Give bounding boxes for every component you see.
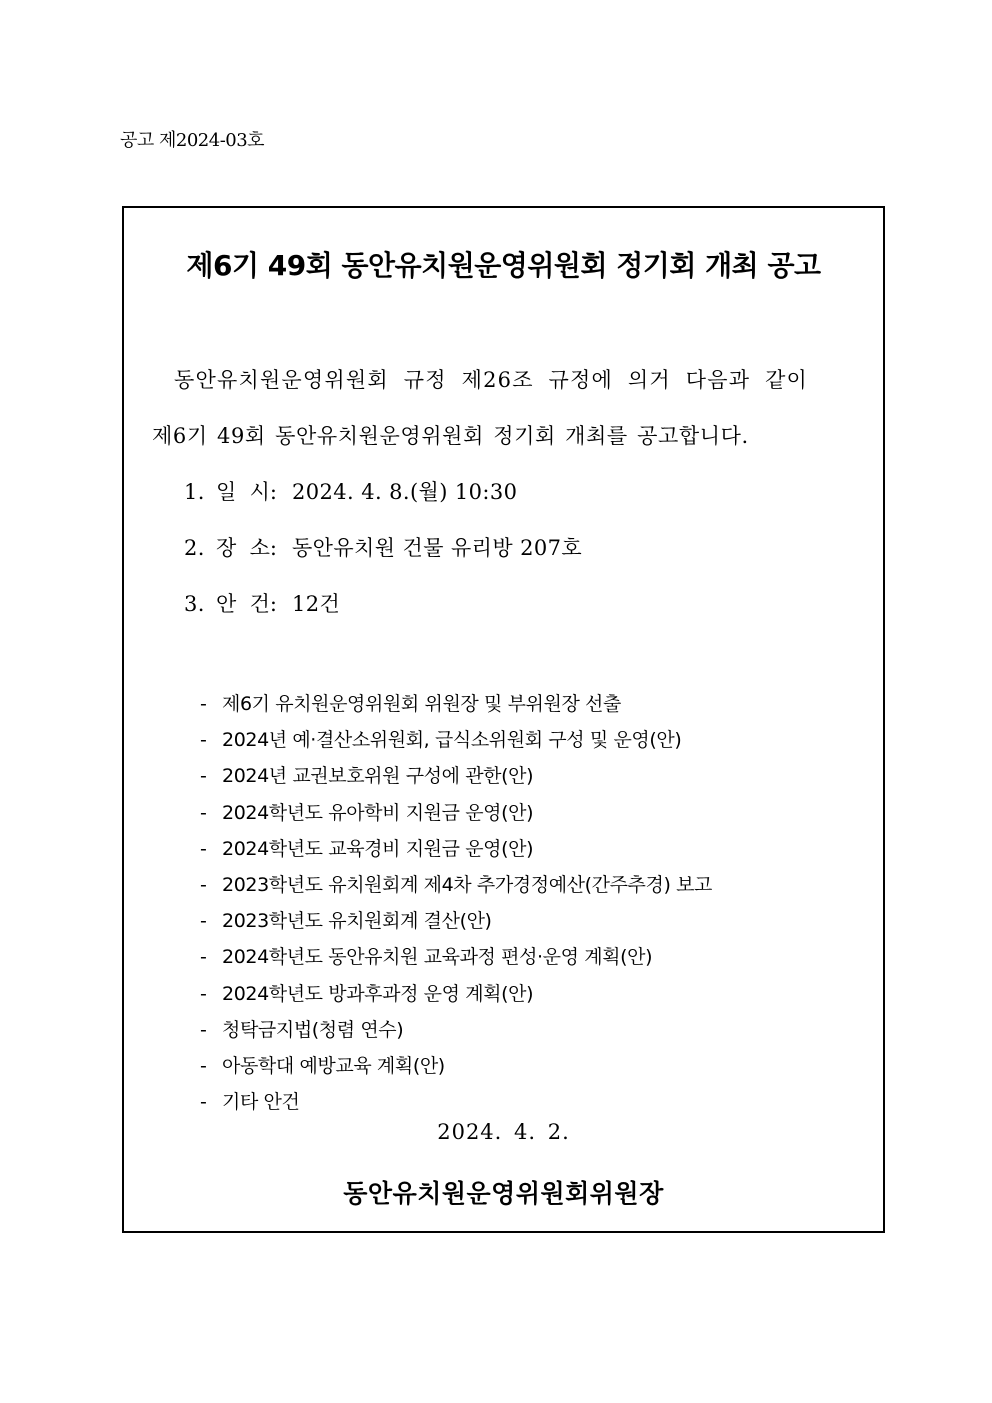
agenda-text: 2024학년도 동안유치원 교육과정 편성·운영 계획(안) <box>222 946 653 969</box>
agenda-item <box>200 1012 712 1048</box>
agenda-item <box>200 1084 712 1120</box>
info-label: 장 소: <box>216 536 277 560</box>
agenda-dash: - <box>200 801 207 824</box>
agenda-dash: - <box>200 693 207 715</box>
notice-number: 공고 제2024-03호 <box>120 130 265 151</box>
agenda-item <box>200 831 712 867</box>
agenda-dash: - <box>200 982 207 1005</box>
info-agenda-count <box>184 588 340 618</box>
info-value: 동안유치원 건물 유리방 207호 <box>292 536 583 560</box>
info-number: 1. <box>184 480 205 504</box>
intro-line-2: 제6기 49회 동안유치원운영위원회 정기회 개최를 공고합니다. <box>152 424 749 448</box>
agenda-text: 2024년 예·결산소위원회, 급식소위원회 구성 및 운영(안) <box>222 729 682 752</box>
info-value: 12건 <box>292 592 341 616</box>
info-value: 2024. 4. 8.(월) 10:30 <box>292 480 518 504</box>
agenda-item <box>200 1048 712 1084</box>
agenda-dash: - <box>200 1091 207 1114</box>
agenda-item <box>200 867 712 903</box>
info-label: 안 건: <box>216 592 277 616</box>
signature: 동안유치원운영위원회위원장 <box>343 1179 664 1208</box>
info-number: 2. <box>184 536 205 560</box>
info-number: 3. <box>184 592 205 616</box>
agenda-text: 2024학년도 유아학비 지원금 운영(안) <box>222 801 534 824</box>
agenda-item <box>200 903 712 939</box>
agenda-text: 2024학년도 교육경비 지원금 운영(안) <box>222 837 534 860</box>
agenda-item <box>200 795 712 831</box>
agenda-item <box>200 758 712 794</box>
agenda-text: 2023학년도 유치원회계 제4차 추가경정예산(간주추경) 보고 <box>222 873 713 896</box>
agenda-text: 기타 안건 <box>222 1091 300 1114</box>
notice-title: 제6기 49회 동안유치원운영위원회 정기회 개최 공고 <box>186 249 821 282</box>
intro-line-1: 동안유치원운영위원회 규정 제26조 규정에 의거 다음과 같이 <box>174 368 809 392</box>
agenda-text: 2024학년도 방과후과정 운영 계획(안) <box>222 982 534 1005</box>
notice-box <box>122 206 885 1233</box>
agenda-list <box>200 686 712 1120</box>
agenda-dash: - <box>200 873 207 896</box>
agenda-text: 아동학대 예방교육 계획(안) <box>222 1054 445 1077</box>
agenda-item <box>200 976 712 1012</box>
agenda-dash: - <box>200 837 207 860</box>
agenda-text: 2023학년도 유치원회계 결산(안) <box>222 910 492 933</box>
info-location <box>184 532 582 562</box>
agenda-dash: - <box>200 1018 207 1041</box>
agenda-text: 제6기 유치원운영위원회 위원장 및 부위원장 선출 <box>222 693 621 715</box>
agenda-item <box>200 939 712 975</box>
agenda-dash: - <box>200 910 207 933</box>
agenda-dash: - <box>200 946 207 969</box>
agenda-text: 2024년 교권보호위원 구성에 관한(안) <box>222 765 534 788</box>
agenda-item <box>200 722 712 758</box>
info-label: 일 시: <box>216 480 277 504</box>
notice-date: 2024. 4. 2. <box>437 1120 570 1144</box>
agenda-text: 청탁금지법(청렴 연수) <box>222 1018 404 1041</box>
agenda-dash: - <box>200 1054 207 1077</box>
agenda-item <box>200 686 712 722</box>
agenda-dash: - <box>200 765 207 788</box>
agenda-dash: - <box>200 729 207 752</box>
info-datetime <box>184 476 517 506</box>
